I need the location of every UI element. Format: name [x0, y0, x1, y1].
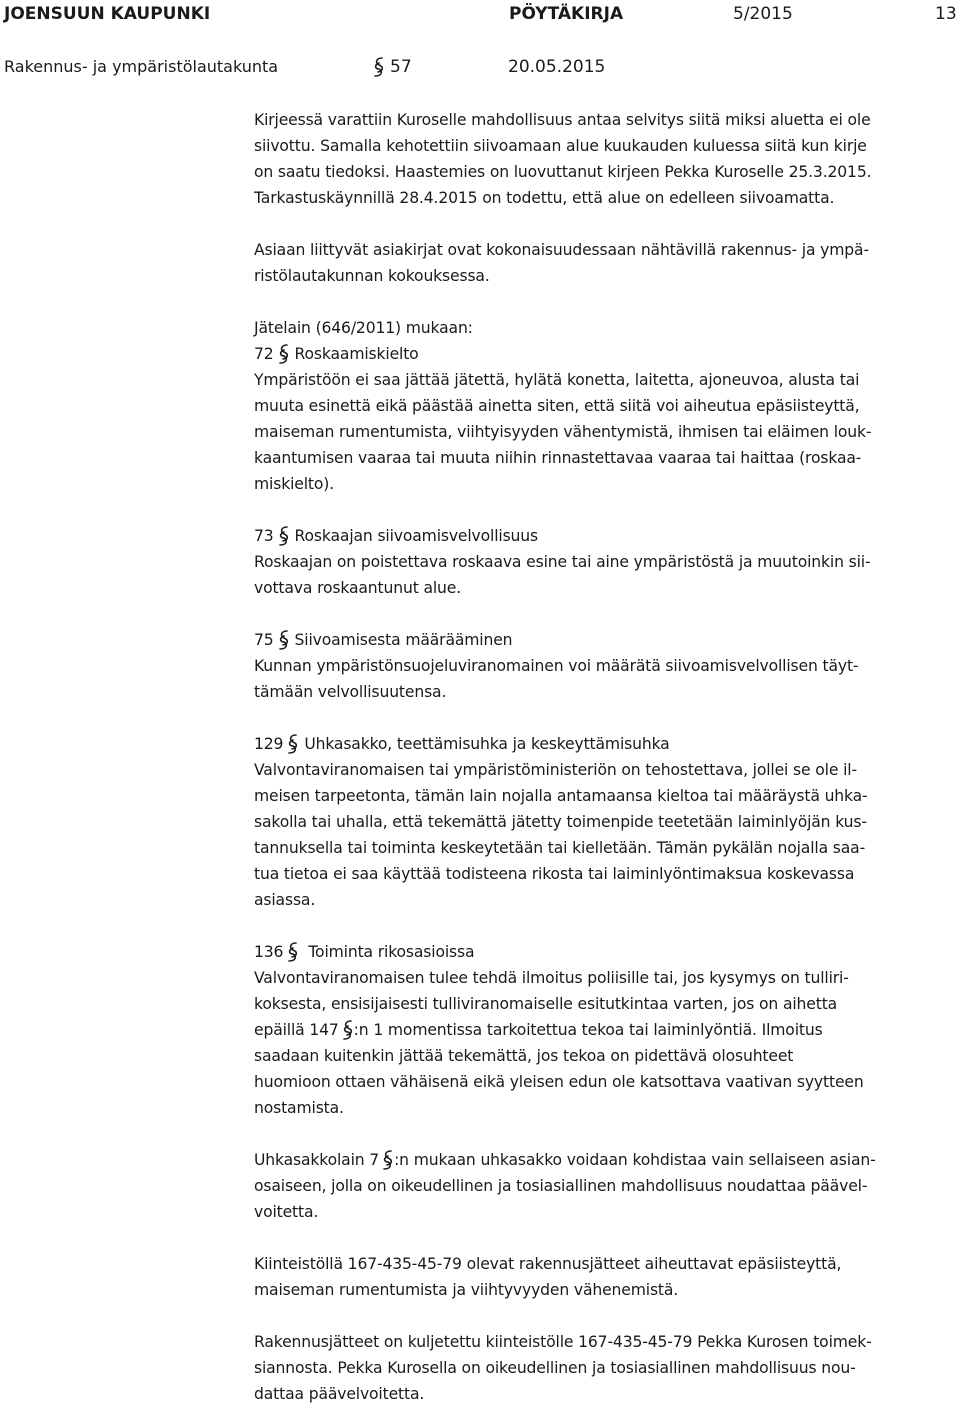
section-sign-icon — [278, 526, 289, 546]
law-section-129 — [254, 731, 954, 913]
property-paragraph — [254, 1251, 954, 1303]
section-title — [254, 939, 954, 965]
text-line: meisen tarpeetonta, tämän lain nojalla antamaansa kieltoa tai määräystä uhka- — [254, 787, 868, 805]
page-number: 13 — [935, 4, 957, 24]
section-title — [254, 341, 954, 367]
section-title — [254, 731, 954, 757]
text-line: saadaan kuitenkin jättää tekemättä, jos tekoa on pidettävä olosuhteet — [254, 1047, 794, 1065]
section-sign-icon — [342, 1020, 353, 1040]
text-line: Tarkastuskäynnillä 28.4.2015 on todettu, että alue on edelleen siivoamatta. — [254, 189, 835, 207]
document-body — [254, 107, 954, 1407]
text-line — [254, 1017, 954, 1043]
law-heading: Jätelain (646/2011) mukaan: — [254, 319, 473, 337]
law-section-75 — [254, 627, 954, 705]
city-name: JOENSUUN KAUPUNKI — [4, 4, 211, 24]
text-fragment: epäillä 147 — [254, 1021, 339, 1039]
section-sign-icon — [287, 734, 298, 754]
text-line: muuta esinettä eikä päästää ainetta siten, että siitä voi aiheutua epäsiisteyttä, — [254, 397, 860, 415]
text-line: vottava roskaantunut alue. — [254, 579, 462, 597]
text-line: siannosta. Pekka Kurosella on oikeudellinen ja tosiasiallinen mahdollisuus nou- — [254, 1359, 856, 1377]
section-sign-icon — [373, 57, 384, 77]
documents-paragraph — [254, 237, 954, 289]
section-heading: Toiminta rikosasioissa — [308, 943, 475, 961]
committee-name: Rakennus- ja ympäristölautakunta — [4, 57, 279, 76]
law-section-73 — [254, 523, 954, 601]
text-line: asiassa. — [254, 891, 316, 909]
text-line: koksesta, ensisijaisesti tulliviranomaiselle esitutkintaa varten, jos on aihetta — [254, 995, 838, 1013]
section-number: 129 — [254, 735, 284, 753]
section-heading: Roskaamiskielto — [294, 345, 419, 363]
section-heading: Roskaajan siivoamisvelvollisuus — [294, 527, 538, 545]
text-line: ristölautakunnan kokouksessa. — [254, 267, 490, 285]
text-fragment: :n mukaan uhkasakko voidaan kohdistaa vain sellaiseen asian- — [394, 1151, 876, 1169]
text-line: Ympäristöön ei saa jättää jätettä, hylätä konetta, laitetta, ajoneuvoa, alusta tai — [254, 371, 860, 389]
text-line: Valvontaviranomaisen tai ympäristöministeriön on tehostettava, jollei se ole il- — [254, 761, 857, 779]
text-line: sakolla tai uhalla, että tekemättä jätetty toimenpide teetetään laiminlyöjän kus- — [254, 813, 867, 831]
section-number: 57 — [390, 57, 412, 77]
penalty-paragraph — [254, 1147, 954, 1225]
text-line: maiseman rumentumista, viihtyisyyden vähentymistä, ihmisen tai eläimen louk- — [254, 423, 872, 441]
meeting-date: 20.05.2015 — [508, 57, 606, 77]
section-heading: Uhkasakko, teettämisuhka ja keskeyttämisuhka — [304, 735, 670, 753]
text-line: Kiinteistöllä 167-435-45-79 olevat rakennusjätteet aiheuttavat epäsiisteyttä, — [254, 1255, 842, 1273]
text-line — [254, 1147, 954, 1173]
section-sign-icon — [278, 630, 289, 650]
section-sign-icon — [382, 1150, 393, 1170]
law-section-136 — [254, 939, 954, 1121]
text-line: siivottu. Samalla kehotettiin siivoamaan alue kuukauden kuluessa siitä kun kirje — [254, 137, 867, 155]
text-line: Kirjeessä varattiin Kuroselle mahdollisuus antaa selvitys siitä miksi aluetta ei ole — [254, 111, 871, 129]
section-number: 75 — [254, 631, 274, 649]
section-title — [254, 627, 954, 653]
text-fragment: Uhkasakkolain 7 — [254, 1151, 380, 1169]
transport-paragraph — [254, 1329, 954, 1407]
law-section-72 — [254, 315, 954, 497]
text-line: tua tietoa ei saa käyttää todisteena rikosta tai laiminlyöntimaksua koskevassa — [254, 865, 855, 883]
section-number: 73 — [254, 527, 274, 545]
text-line: tämään velvollisuutensa. — [254, 683, 447, 701]
text-line: Rakennusjätteet on kuljetettu kiinteistölle 167-435-45-79 Pekka Kurosen toimek- — [254, 1333, 872, 1351]
text-line: maiseman rumentumista ja viihtyvyyden vähenemistä. — [254, 1281, 679, 1299]
section-sign-icon — [287, 942, 298, 962]
section-sign-icon — [278, 344, 289, 364]
section-number: 72 — [254, 345, 274, 363]
text-line: Asiaan liittyvät asiakirjat ovat kokonaisuudessaan nähtävillä rakennus- ja ympä- — [254, 241, 869, 259]
text-line: on saatu tiedoksi. Haastemies on luovuttanut kirjeen Pekka Kuroselle 25.3.2015. — [254, 163, 872, 181]
text-fragment: :n 1 momentissa tarkoitettua tekoa tai laiminlyöntiä. Ilmoitus — [353, 1021, 823, 1039]
text-line: dattaa päävelvoitetta. — [254, 1385, 425, 1403]
text-line: nostamista. — [254, 1099, 344, 1117]
section-heading: Siivoamisesta määrääminen — [294, 631, 513, 649]
section-title — [254, 523, 954, 549]
text-line: miskielto). — [254, 475, 334, 493]
section-number: 136 — [254, 943, 284, 961]
text-line: voitetta. — [254, 1203, 319, 1221]
text-line: Valvontaviranomaisen tulee tehdä ilmoitus poliisille tai, jos kysymys on tulliri- — [254, 969, 849, 987]
intro-paragraph — [254, 107, 954, 211]
text-line: Kunnan ympäristönsuojeluviranomainen voi määrätä siivoamisvelvollisen täyt- — [254, 657, 859, 675]
document-type: PÖYTÄKIRJA — [509, 4, 624, 24]
text-line: tannuksella tai toiminta keskeytetään tai kielletään. Tämän pykälän nojalla saa- — [254, 839, 866, 857]
section-reference — [369, 56, 412, 78]
text-line: Roskaajan on poistettava roskaava esine tai aine ympäristöstä ja muutoinkin sii- — [254, 553, 871, 571]
issue-number: 5/2015 — [733, 4, 793, 24]
text-line: osaiseen, jolla on oikeudellinen ja tosiasiallinen mahdollisuus noudattaa päävel- — [254, 1177, 868, 1195]
text-line: kaantumisen vaaraa tai muuta niihin rinnastettavaa vaaraa tai haittaa (roskaa- — [254, 449, 862, 467]
text-line: huomioon ottaen vähäisenä eikä yleisen edun ole katsottava vaativan syytteen — [254, 1073, 864, 1091]
